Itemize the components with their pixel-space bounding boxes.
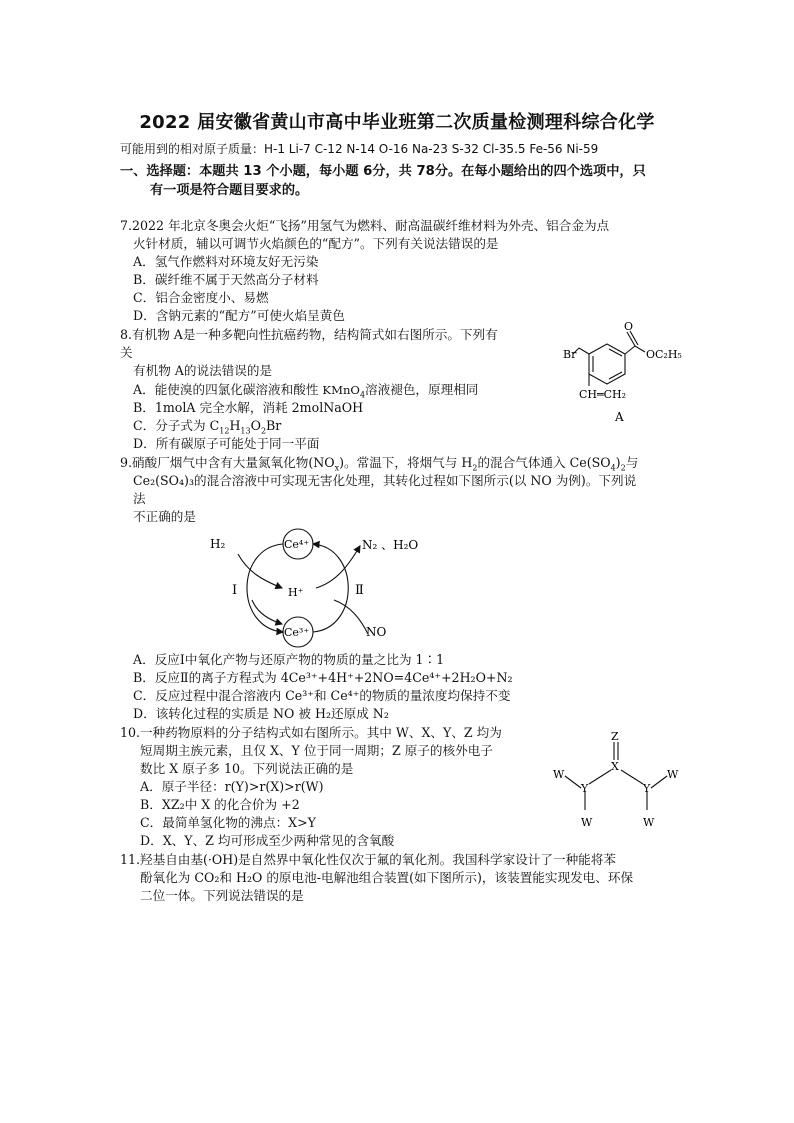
atomic-mass-line: 可能用到的相对原子质量：H-1 Li-7 C-12 N-14 O-16 Na-23 S-32 Cl-35.5 Fe-56 Ni-59 [120, 142, 599, 156]
q8-stem-line1: 8.有机物 A是一种多靶向性抗癌药物，结构简式如右图所示。下列有 [120, 327, 498, 342]
q7-stem-line2: 火针材质，辅以可调节火焰颜色的“配方”。下列有关说法错误的是 [133, 236, 499, 251]
q9-fig-h2: H₂ [210, 537, 226, 551]
q8-option-b: B．1molA 完全水解，消耗 2molNaOH [133, 400, 364, 415]
q8-option-a: A．能使溴的四氯化碳溶液和酸性 KMnO$_4$溶液褪色，原理相同 [133, 382, 479, 400]
q9-stem-line2: Ce₂(SO₄)₃的混合溶液中可实现无害化处理，其转化过程如下图所示(以 NO 为例)。下列说 [133, 473, 637, 488]
q9-fig-ce3: Ce³⁺ [284, 626, 310, 639]
q8-fig-bromine: Br [563, 348, 577, 361]
q11-stem-line3: 二位一体。下列说法错误的是 [140, 888, 304, 903]
q9-fig-step1: I [232, 583, 238, 598]
q8-stem-line2: 关 [120, 345, 133, 360]
q8-fig-oxygen: O [624, 320, 634, 333]
q10-option-d: D．X、Y、Z 均可形成至少两种常见的含氧酸 [140, 833, 395, 848]
q9-fig-no: NO [366, 625, 387, 639]
q9-stem-line1: 9.硝酸厂烟气中含有大量氮氧化物$(NO_x)$。常温下，将烟气与 $H_2$的混合气体通入 $Ce(SO_4)_2$与 [120, 455, 639, 473]
q9-stem-line4: 不正确的是 [133, 509, 196, 524]
q9-option-b: B．反应Ⅱ的离子方程式为 4Ce³⁺+4H⁺+2NO=4Ce⁴⁺+2H₂O+N₂ [133, 670, 513, 685]
q9-fig-step2: Ⅱ [355, 583, 364, 598]
q10-fig-w3: W [643, 816, 655, 829]
q10-option-b: B．XZ₂中 X 的化合价为 +2 [140, 797, 300, 812]
q9-fig-ce4: Ce⁴⁺ [284, 538, 310, 551]
page-title: 2022 届安徽省黄山市高中毕业班第二次质量检测理科综合化学 [139, 112, 655, 133]
q9-stem-line3: 法 [133, 491, 146, 506]
q9-cycle-diagram [200, 524, 460, 650]
q10-fig-x: X [611, 760, 619, 773]
q9-option-a: A．反应Ⅰ中氧化产物与还原产物的物质的量之比为 1∶1 [133, 652, 445, 667]
section-heading [120, 162, 680, 200]
q7-option-d: D．含钠元素的“配方”可使火焰呈黄色 [133, 308, 345, 323]
q9-option-c: C．反应过程中混合溶液内 Ce³⁺和 Ce⁴⁺的物质的量浓度均保持不变 [133, 688, 511, 703]
q7-stem-line1: 7.2022 年北京冬奥会火炬“飞扬”用氢气为燃料、耐高温碳纤维材料为外壳、铝合金为点 [120, 218, 610, 233]
q8-structure-diagram [555, 318, 695, 428]
q8-stem-line3: 有机物 A的说法错误的是 [133, 363, 273, 378]
section-heading-line1: 一、选择题：本题共 13 个小题，每小题 6分，共 78分。在每小题给出的四个选项中，只 [120, 164, 646, 179]
q8-fig-vinyl: CH═CH₂ [579, 388, 627, 401]
q10-fig-w1: W [553, 768, 565, 781]
q9-option-d: D．该转化过程的实质是 NO 被 H₂还原成 N₂ [133, 706, 389, 721]
q8-fig-ester: OC₂H₅ [646, 348, 682, 361]
q9-fig-products: N₂ 、H₂O [362, 538, 419, 552]
q7-option-b: B．碳纤维不属于天然高分子材料 [133, 272, 319, 287]
q7-option-a: A．氢气作燃料对环境友好无污染 [133, 254, 319, 269]
q9-fig-hplus: H⁺ [288, 586, 304, 599]
q8-option-d: D．所有碳原子可能处于同一平面 [133, 436, 320, 451]
q10-stem-line2: 短周期主族元素，且仅 X、Y 位于同一周期；Z 原子的核外电子 [140, 743, 493, 758]
q10-option-c: C．最简单氢化物的沸点：X>Y [140, 815, 316, 830]
q11-stem-line2: 酚氧化为 CO₂和 H₂O 的原电池-电解池组合装置(如下图所示)，该装置能实现发电、环保 [140, 870, 634, 885]
q10-fig-w2: W [581, 816, 593, 829]
q10-stem-line3: 数比 X 原子多 10。下列说法正确的是 [140, 761, 354, 776]
q10-option-a: A．原子半径：r(Y)>r(X)>r(W) [140, 779, 324, 794]
q10-fig-y-right: Y [643, 782, 651, 795]
q8-option-c: C．分子式为 $C_{12}H_{13}O_2Br$ [133, 418, 282, 436]
q10-fig-w4: W [667, 768, 679, 781]
q7-option-c: C．铝合金密度小、易燃 [133, 290, 269, 305]
q8-fig-label: A [615, 410, 624, 424]
q10-stem-line1: 10.一种药物原料的分子结构式如右图所示。其中 W、X、Y、Z 均为 [120, 725, 502, 740]
q11-stem-line1: 11.羟基自由基(·OH)是自然界中氧化性仅次于氟的氧化剂。我国科学家设计了一种能将苯 [120, 852, 616, 867]
q10-structure-diagram [545, 726, 695, 836]
section-heading-line2: 有一项是符合题目要求的。 [150, 183, 309, 198]
q10-fig-y-left: Y [581, 782, 589, 795]
q10-fig-z: Z [611, 730, 619, 743]
